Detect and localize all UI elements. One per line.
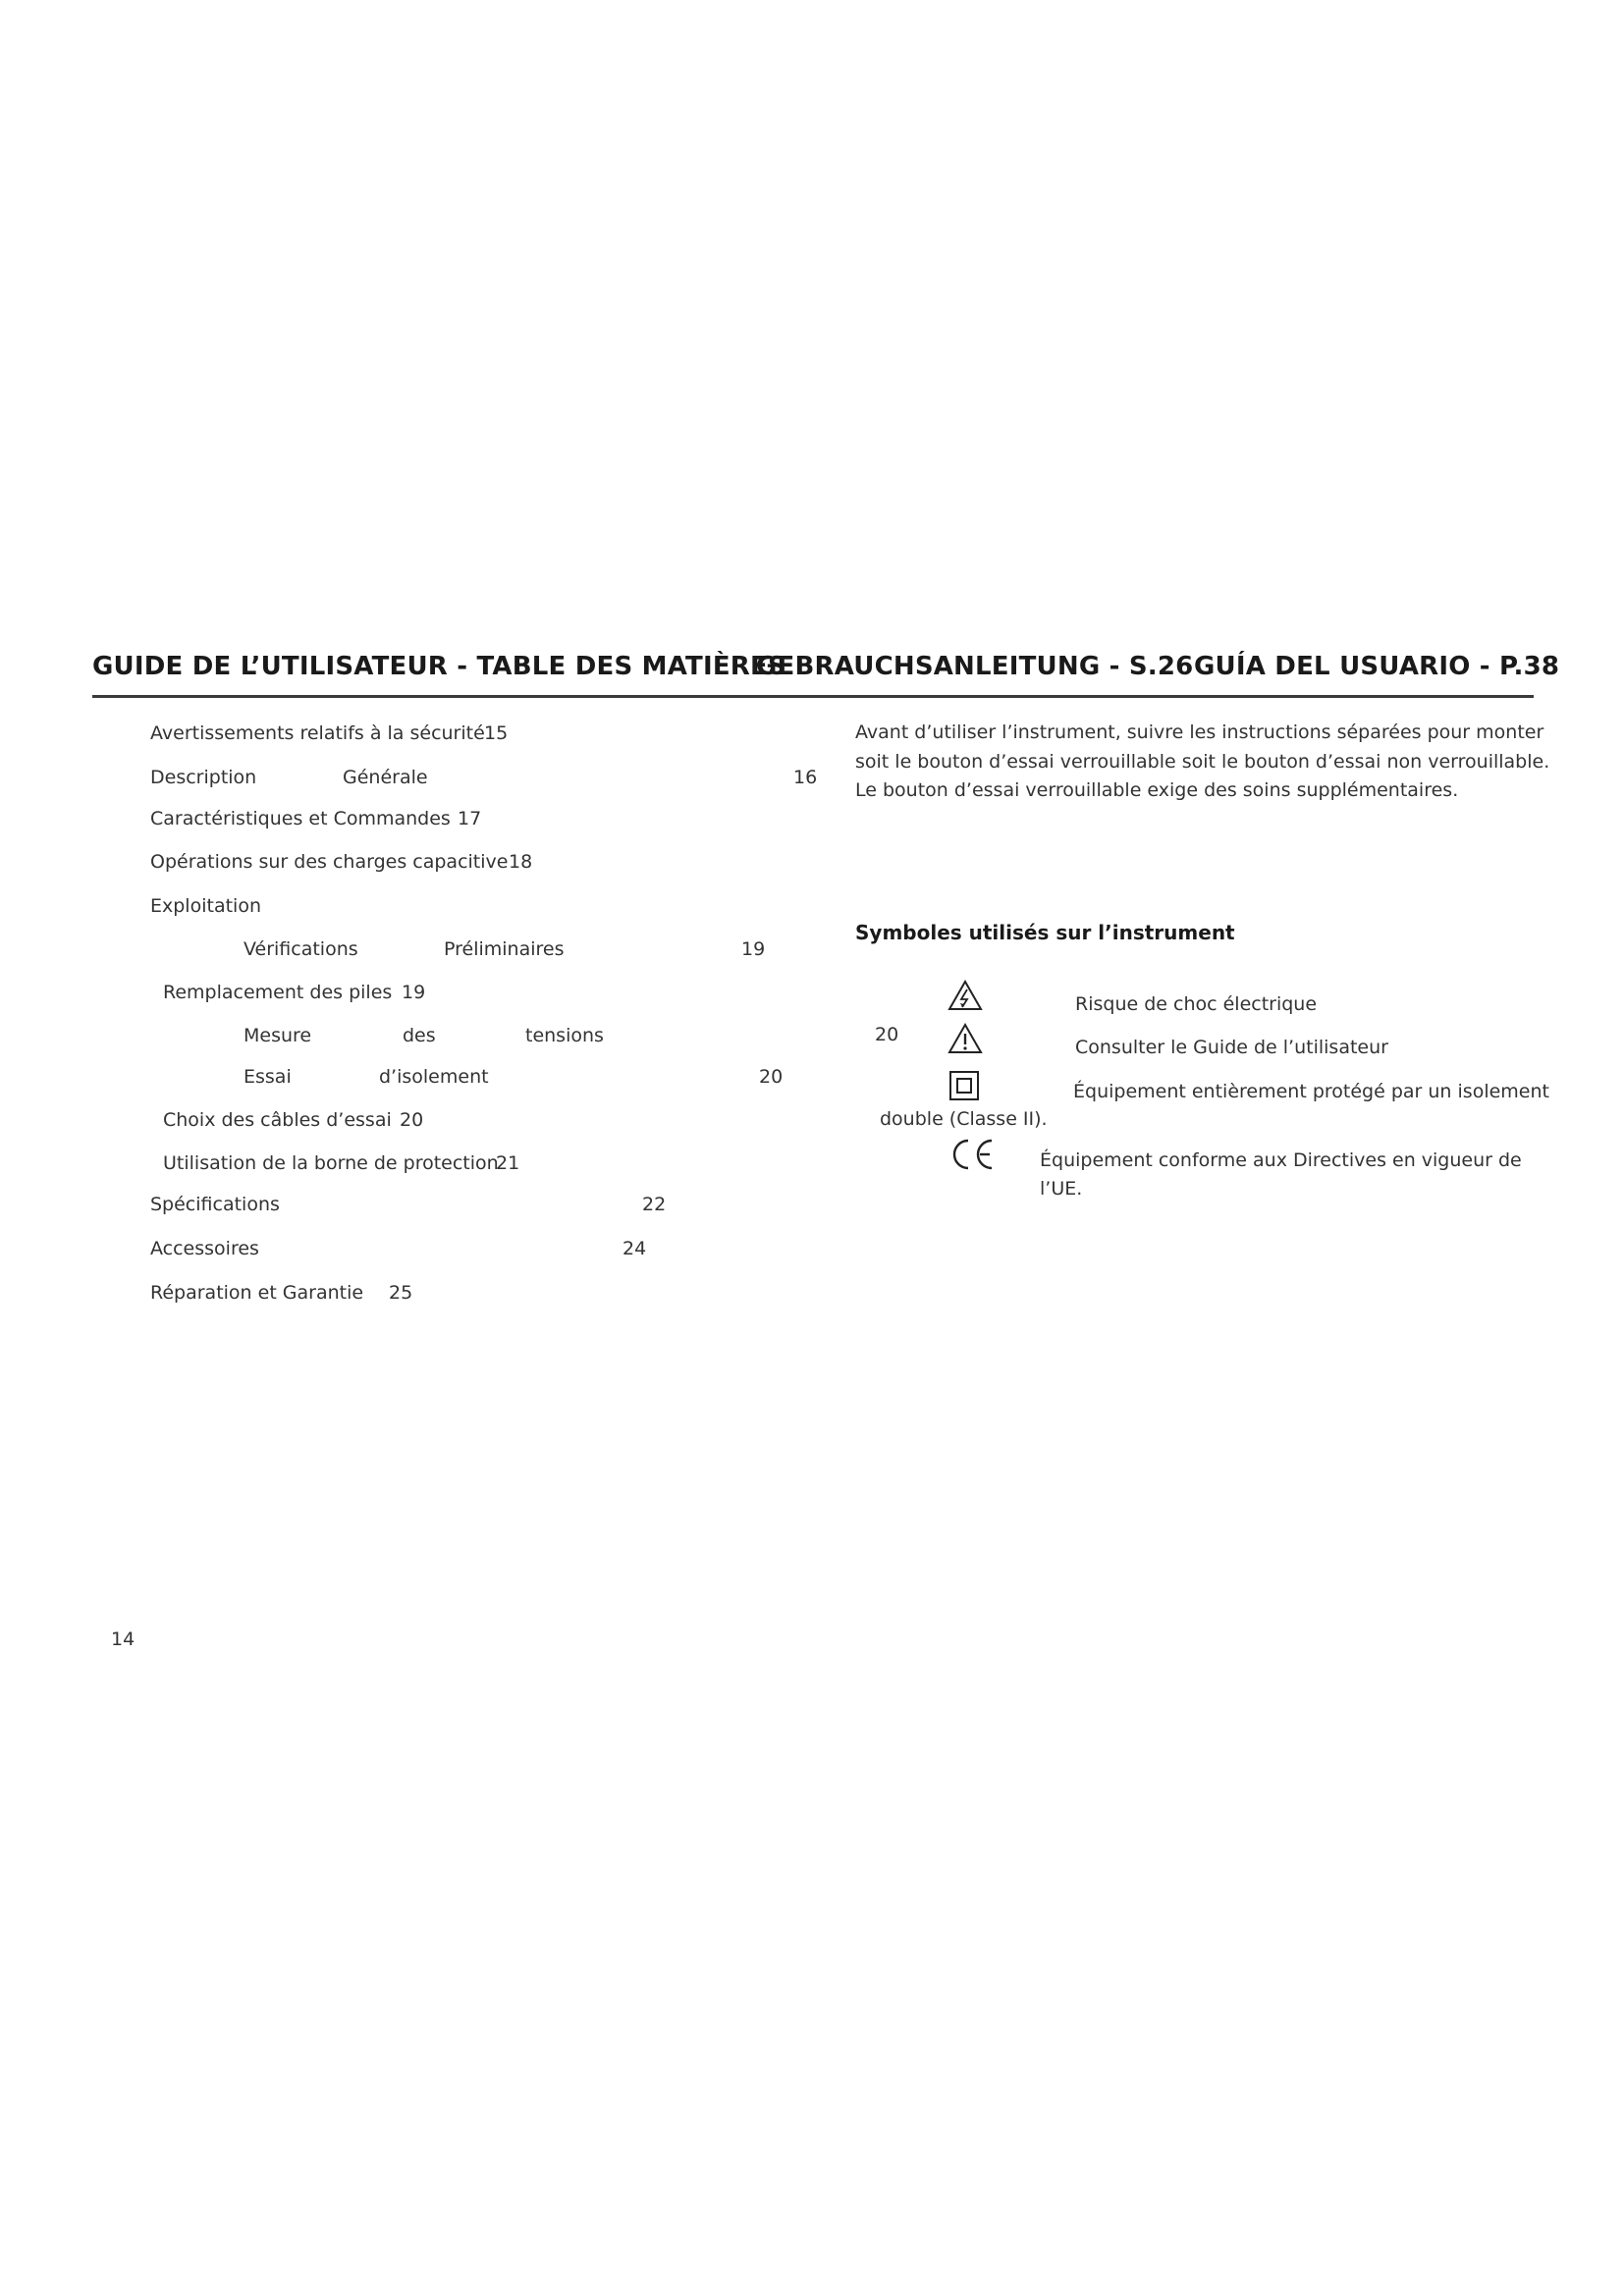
toc-reparation-page: 25 bbox=[389, 1282, 413, 1304]
page-number: 14 bbox=[111, 1629, 135, 1650]
toc-cables-page: 20 bbox=[400, 1109, 424, 1131]
symbol-double-text-1: Équipement entièrement protégé par un isolement bbox=[1073, 1081, 1549, 1102]
toc-accessoires-page: 24 bbox=[623, 1238, 647, 1259]
toc-verifications-page: 19 bbox=[741, 938, 766, 960]
toc-essai-page: 20 bbox=[759, 1066, 784, 1088]
toc-mesure-label-2: des bbox=[403, 1025, 436, 1046]
warning-triangle-icon bbox=[947, 1023, 983, 1054]
toc-operations-label: Opérations sur des charges capacitive bbox=[150, 851, 509, 873]
toc-borne-page: 21 bbox=[496, 1152, 520, 1174]
toc-caracteristiques-label: Caractéristiques et Commandes bbox=[150, 808, 451, 829]
toc-securite-label: Avertissements relatifs à la sécurité bbox=[150, 722, 485, 744]
symbol-shock-text: Risque de choc électrique bbox=[1075, 993, 1318, 1015]
toc-exploitation-label: Exploitation bbox=[150, 895, 261, 917]
title-fr: GUIDE DE L’UTILISATEUR - TABLE DES MATIÈRES bbox=[92, 652, 786, 681]
toc-mesure-label-3: tensions bbox=[525, 1025, 604, 1046]
symbol-double-text-2: double (Classe II). bbox=[880, 1108, 1048, 1130]
toc-specifications-label: Spécifications bbox=[150, 1194, 280, 1215]
toc-mesure-label: Mesure bbox=[244, 1025, 312, 1046]
toc-securite-page: 15 bbox=[484, 722, 509, 744]
intro-line-3: Le bouton d’essai verrouillable exige des soins supplémentaires. bbox=[855, 779, 1459, 801]
lightning-triangle-icon bbox=[947, 980, 983, 1011]
toc-piles-page: 19 bbox=[402, 982, 426, 1003]
header-rule bbox=[92, 695, 1534, 698]
symbol-ce-text-2: l’UE. bbox=[1040, 1178, 1083, 1200]
double-square-icon bbox=[948, 1070, 980, 1101]
intro-line-1: Avant d’utiliser l’instrument, suivre les instructions séparées pour monter bbox=[855, 721, 1544, 743]
symbol-ce-text-1: Équipement conforme aux Directives en vigueur de bbox=[1040, 1149, 1522, 1171]
toc-description-label-2: Générale bbox=[343, 767, 428, 788]
toc-caracteristiques-page: 17 bbox=[458, 808, 482, 829]
symbol-consult-text: Consulter le Guide de l’utilisateur bbox=[1075, 1037, 1388, 1058]
toc-description-page: 16 bbox=[793, 767, 818, 788]
toc-verifications-label-2: Préliminaires bbox=[444, 938, 565, 960]
toc-specifications-page: 22 bbox=[642, 1194, 667, 1215]
toc-accessoires-label: Accessoires bbox=[150, 1238, 259, 1259]
toc-operations-page: 18 bbox=[509, 851, 533, 873]
title-es: GUÍA DEL USUARIO - P.38 bbox=[1194, 652, 1560, 681]
toc-verifications-label: Vérifications bbox=[244, 938, 358, 960]
toc-reparation-label: Réparation et Garantie bbox=[150, 1282, 364, 1304]
toc-piles-label: Remplacement des piles bbox=[163, 982, 393, 1003]
toc-cables-label: Choix des câbles d’essai bbox=[163, 1109, 392, 1131]
toc-essai-label-2: d’isolement bbox=[379, 1066, 489, 1088]
symbols-stray-page: 20 bbox=[875, 1024, 899, 1045]
title-de: GEBRAUCHSANLEITUNG - S.26 bbox=[756, 652, 1194, 681]
intro-line-2: soit le bouton d’essai verrouillable soit le bouton d’essai non verrouillable. bbox=[855, 751, 1550, 773]
toc-borne-label: Utilisation de la borne de protection bbox=[163, 1152, 499, 1174]
ce-mark-icon bbox=[948, 1137, 996, 1172]
symbols-heading: Symboles utilisés sur l’instrument bbox=[855, 921, 1235, 944]
toc-description-label: Description bbox=[150, 767, 257, 788]
toc-essai-label: Essai bbox=[244, 1066, 292, 1088]
